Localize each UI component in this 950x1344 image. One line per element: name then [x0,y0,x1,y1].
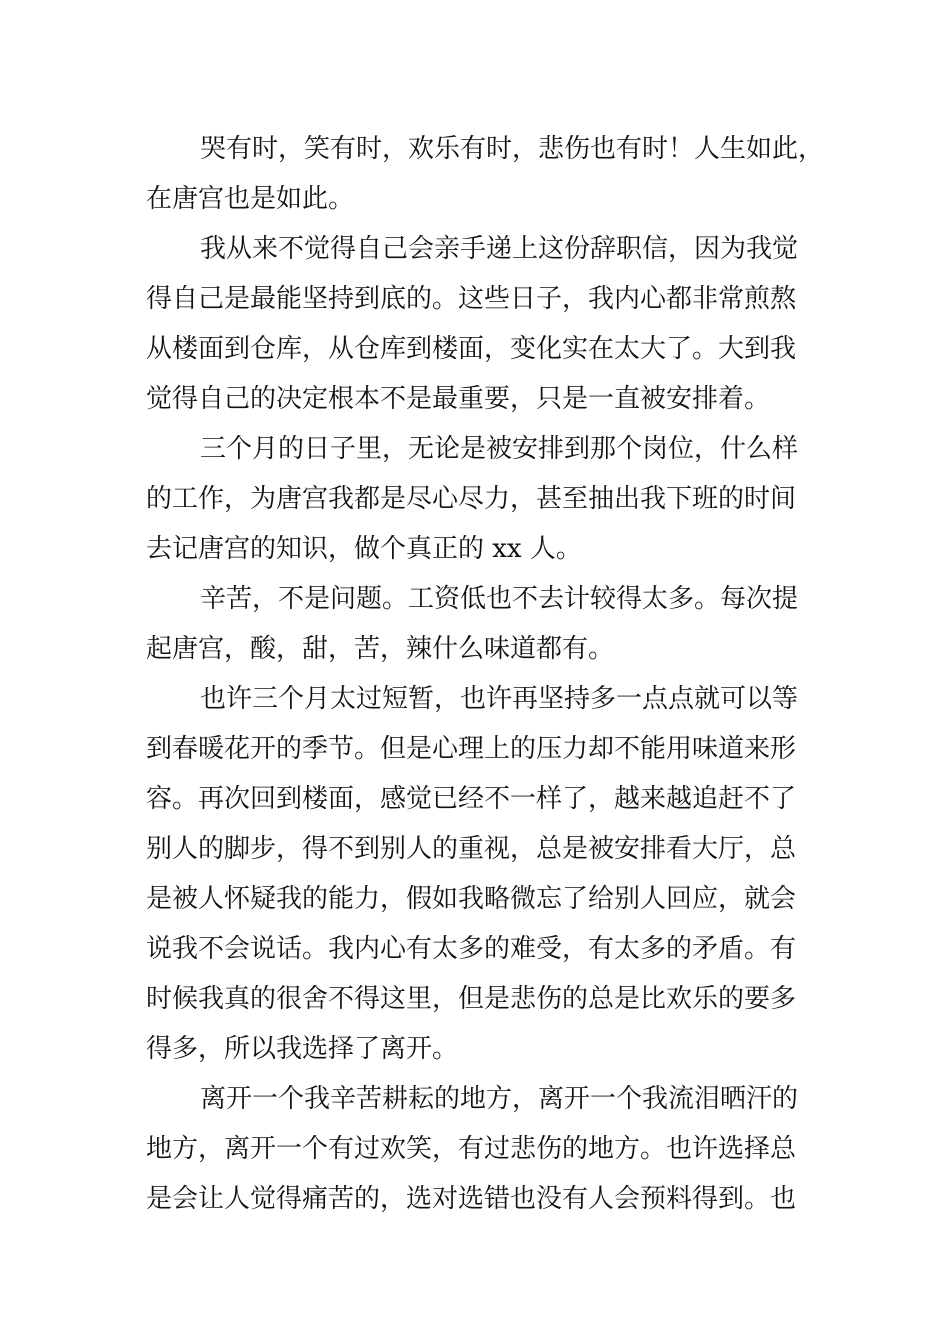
text-line: 辛苦，不是问题。工资低也不去计较得太多。每次提 [200,584,799,614]
text-line: 哭有时，笑有时，欢乐有时，悲伤也有时！人生如此， [200,134,825,164]
document-body [146,124,825,1224]
paragraph-6 [146,1074,822,1224]
paragraph-2 [146,224,822,424]
text-line: 我从来不觉得自己会亲手递上这份辞职信，因为我觉 [200,234,799,264]
paragraph-5 [146,674,822,1074]
text-line: 是被人怀疑我的能力，假如我略微忘了给别人回应，就会 [146,884,797,914]
text-line: 地方，离开一个有过欢笑，有过悲伤的地方。也许选择总 [146,1134,797,1164]
text-line: 容。再次回到楼面，感觉已经不一样了，越来越追赶不了 [146,784,797,814]
text-line: 的工作，为唐宫我都是尽心尽力，甚至抽出我下班的时间 [146,484,797,514]
text-line: 得多，所以我选择了离开。 [146,1034,459,1064]
text-line: 起唐宫，酸，甜，苦，辣什么味道都有。 [146,634,615,664]
paragraph-4 [146,574,822,674]
paragraph-3 [146,424,822,574]
text-line: 觉得自己的决定根本不是最重要，只是一直被安排着。 [146,384,771,414]
text-line: 三个月的日子里，无论是被安排到那个岗位，什么样 [200,434,799,464]
text-line: 是会让人觉得痛苦的，选对选错也没有人会预料得到。也 [146,1184,797,1214]
text-line: 说我不会说话。我内心有太多的难受，有太多的矛盾。有 [146,934,797,964]
text-line: 得自己是最能坚持到底的。这些日子，我内心都非常煎熬 [146,284,797,314]
text-line: 去记唐宫的知识，做个真正的 xx 人。 [146,534,582,564]
text-line: 时候我真的很舍不得这里，但是悲伤的总是比欢乐的要多 [146,984,797,1014]
text-line: 别人的脚步，得不到别人的重视，总是被安排看大厅，总 [146,834,797,864]
text-line: 离开一个我辛苦耕耘的地方，离开一个我流泪晒汗的 [200,1084,799,1114]
text-line: 到春暖花开的季节。但是心理上的压力却不能用味道来形 [146,734,797,764]
text-line: 从楼面到仓库，从仓库到楼面，变化实在太大了。大到我 [146,334,797,364]
paragraph-1 [146,124,825,224]
text-line: 也许三个月太过短暂，也许再坚持多一点点就可以等 [200,684,799,714]
text-line: 在唐宫也是如此。 [146,184,355,214]
